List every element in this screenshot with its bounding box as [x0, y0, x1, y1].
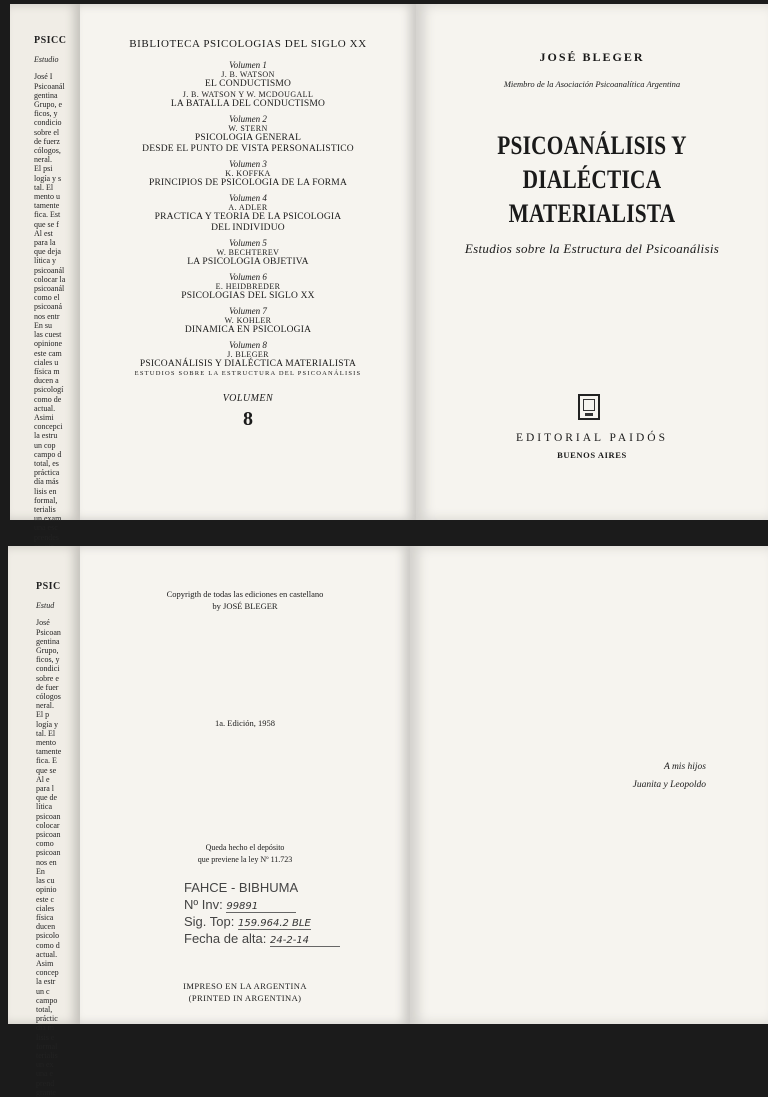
strip-line: un exam — [34, 514, 62, 524]
strip-line: las cuest — [34, 330, 62, 340]
strip-line: actual. — [36, 949, 58, 959]
author-name: JOSÉ BLEGER — [539, 50, 645, 64]
strip-subheading: Estudio — [34, 55, 59, 65]
strip-line: logía y s — [34, 173, 62, 183]
stamp-inv-value: 99891 — [226, 901, 296, 913]
deposit-line1: Queda hecho el depósito — [205, 843, 285, 852]
volume-label: Volumen 6 — [229, 272, 267, 282]
strip-line: lítica — [36, 802, 52, 812]
strip-line: que se f — [34, 219, 59, 229]
strip-line: como de — [34, 394, 62, 404]
stamp-sig-label: Sig. Top: — [184, 914, 235, 929]
strip-line: psicologí — [34, 385, 64, 395]
strip-line: ducen — [36, 922, 56, 932]
strip-line: una esc — [34, 523, 58, 533]
strip-line: como — [36, 839, 54, 849]
strip-line: psicolo — [36, 931, 60, 941]
strip-line: lisis e — [36, 1032, 55, 1042]
strip-line: opinione — [34, 339, 62, 349]
volume-author: W. STERN — [228, 124, 268, 133]
dedication-line1: A mis hijos — [663, 762, 706, 772]
strip-line: Psicoanál — [34, 81, 65, 91]
strip-line: un c — [36, 986, 50, 996]
strip-line: práctic — [36, 1014, 58, 1024]
strip-line: neral. — [36, 701, 54, 711]
strip-line: terialis — [34, 504, 56, 514]
volume-title: LA PSICOLOGIA OBJETIVA — [187, 257, 309, 267]
book-title-line1: PSICOANÁLISIS Y — [497, 131, 687, 160]
strip-line: un ex — [36, 1060, 54, 1070]
strip-line: como el — [34, 293, 60, 303]
strip-line: formal — [36, 1041, 58, 1051]
publisher-logo-icon — [578, 394, 600, 420]
strip-line: cólogos — [36, 692, 61, 702]
publisher-city: BUENOS AIRES — [557, 450, 627, 460]
strip-line: de fuerz — [34, 136, 60, 146]
title-page — [416, 4, 768, 520]
copyright-page — [80, 546, 410, 1024]
strip-line: En — [36, 866, 45, 876]
strip-lines — [36, 618, 80, 1097]
strip-heading: PSICC — [34, 35, 67, 46]
strip-line: la estr — [36, 977, 56, 987]
strip-line: tal. El — [34, 182, 54, 192]
printed-line2: (PRINTED IN ARGENTINA) — [188, 993, 302, 1003]
strip-line: psicoan — [36, 848, 61, 858]
strip-line: fica. Est — [34, 210, 61, 220]
strip-line: lítica y — [34, 256, 56, 266]
strip-line: psicoan — [36, 811, 61, 821]
strip-line: mento u — [34, 192, 60, 202]
volume-label: Volumen 7 — [229, 306, 267, 316]
series-page — [80, 4, 416, 520]
strip-line: de fuer — [36, 682, 59, 692]
strip-line: José I — [34, 72, 53, 82]
strip-line: que deja — [34, 247, 61, 257]
strip-line: prendes — [34, 532, 59, 542]
volume-title: PRINCIPIOS DE PSICOLOGIA DE LA FORMA — [148, 178, 348, 188]
volume-title: PRACTICA Y TEORIA DE LA PSICOLOGIA — [154, 212, 342, 222]
volume-author: E. HEIDBREDER — [215, 282, 281, 291]
strip-line: tal. El — [36, 728, 56, 738]
volume-author: J. B. WATSON — [221, 70, 275, 79]
book-title-line2: DIALÉCTICA MATERIALISTA — [508, 165, 676, 228]
strip-lines — [34, 72, 80, 551]
strip-line: formal, — [34, 495, 58, 505]
volume-title: DESDE EL PUNTO DE VISTA PERSONALISTICO — [142, 144, 354, 154]
volume-author: J. BLEGER — [227, 350, 269, 359]
strip-line: tamente — [34, 201, 60, 211]
library-stamp — [184, 880, 384, 952]
strip-line: Al est — [34, 228, 53, 238]
strip-line: este cam — [34, 348, 62, 358]
strip-line: Asim — [36, 958, 54, 968]
strip-line: gentina — [36, 636, 60, 646]
strip-line: condicio — [34, 118, 62, 128]
strip-line: psicoaná — [34, 302, 62, 312]
series-title: BIBLIOTECA PSICOLOGIAS DEL SIGLO XX — [129, 38, 367, 50]
dedication-page — [410, 546, 768, 1024]
strip-line: ciales u — [34, 357, 59, 367]
strip-line: El psi — [34, 164, 53, 174]
strip-line: campo — [36, 995, 58, 1005]
strip-line: neral. — [34, 155, 52, 165]
volume-title: PSICOLOGIAS DEL SIGLO XX — [181, 291, 315, 301]
volume-label: Volumen 5 — [229, 238, 267, 248]
strip-line: para l — [36, 784, 54, 794]
strip-heading: PSIC — [36, 581, 61, 592]
strip-line: lisis en — [34, 486, 57, 496]
strip-line: la estru — [34, 431, 58, 441]
strip-line: ducen a — [34, 376, 59, 386]
member-note: Miembro de la Asociación Psicoanalítica Argentina — [503, 79, 681, 89]
strip-line: gentina — [34, 90, 58, 100]
strip-line: logía y — [36, 719, 58, 729]
strip-line: El p — [36, 710, 50, 720]
strip-line: ficos, y — [34, 109, 58, 119]
strip-line: Grupo, — [36, 646, 59, 656]
top-left-strip-text — [34, 35, 80, 542]
strip-line: práctica — [34, 468, 60, 478]
strip-line: psicoanál — [34, 265, 65, 275]
volume-title: PSICOANÁLISIS Y DIALÉCTICA MATERIALISTA — [139, 359, 357, 369]
strip-line: día más — [34, 477, 59, 487]
strip-line: que de — [36, 793, 58, 803]
volume-list — [80, 60, 416, 377]
strip-line: colocar — [36, 820, 60, 830]
volume-author: W. KOHLER — [224, 316, 272, 325]
strip-line: psicoanál — [34, 284, 65, 294]
strip-line: Grupo, e — [34, 100, 62, 110]
volume-label: Volumen 2 — [229, 114, 267, 124]
edition-note: 1a. Edición, 1958 — [215, 718, 275, 728]
strip-line: Al e — [36, 774, 50, 784]
stamp-sig-value: 159.964.2 BLE — [237, 918, 311, 929]
volume-title: DINAMICA EN PSICOLOGIA — [184, 325, 312, 335]
strip-line: como d — [36, 940, 60, 950]
volume-label: Volumen 3 — [229, 159, 267, 169]
volume-number: 8 — [243, 408, 253, 430]
strip-line: concep — [36, 968, 59, 978]
strip-line: fica. E — [36, 756, 57, 766]
volume-author: J. B. WATSON Y W. MCDOUGALL — [182, 90, 314, 99]
strip-line: física — [36, 912, 54, 922]
printed-line1: IMPRESO EN LA ARGENTINA — [183, 981, 307, 991]
strip-line: física m — [34, 366, 60, 376]
strip-line: para la — [34, 238, 56, 248]
strip-subheading: Estud — [36, 601, 55, 611]
strip-line: Psicoan — [36, 627, 61, 637]
volume-title: DEL INDIVIDUO — [211, 223, 285, 233]
strip-line: terialis — [36, 1050, 58, 1060]
strip-line: nos entr — [34, 311, 60, 321]
volume-label: Volumen 4 — [229, 193, 267, 203]
publisher-name: EDITORIAL PAIDÓS — [515, 432, 669, 444]
strip-line: este c — [36, 894, 54, 904]
copyright-line2: by JOSÉ BLEGER — [212, 601, 278, 611]
book-subtitle: Estudios sobre la Estructura del Psicoanálisis — [464, 241, 720, 256]
volume-title: EL CONDUCTISMO — [204, 79, 292, 89]
strip-line: actual. — [34, 403, 56, 413]
stamp-inv-label: Nº Inv: — [184, 897, 223, 912]
strip-line: En su — [34, 320, 52, 330]
strip-line: las cu — [36, 876, 55, 886]
strip-line: psicoan — [36, 830, 61, 840]
strip-line: opinio — [36, 885, 57, 895]
volume-author: W. BECHTEREV — [216, 248, 280, 257]
strip-line: total, — [36, 1004, 53, 1014]
strip-line: un cop — [34, 440, 56, 450]
volume-title: PSICOLOGIA GENERAL — [194, 133, 302, 143]
strip-line: colocar la — [34, 274, 66, 284]
strip-line: total, es — [34, 458, 59, 468]
stamp-date-label: Fecha de alta: — [184, 931, 267, 946]
stamp-library-name: FAHCE - BIBHUMA — [184, 880, 299, 895]
strip-line: prend — [36, 1078, 55, 1088]
volume-word: VOLUMEN — [222, 393, 274, 404]
strip-line: cólogos, — [34, 146, 61, 156]
strip-line: sobre e — [36, 673, 59, 683]
strip-line: condici — [36, 664, 60, 674]
volume-label: Volumen 8 — [229, 340, 267, 350]
volume-author: A. ADLER — [228, 203, 268, 212]
deposit-line2: que previene la ley Nº 11.723 — [197, 855, 293, 864]
strip-line: campo d — [34, 449, 62, 459]
strip-line: Asimi — [34, 412, 54, 422]
strip-line: concepci — [34, 422, 63, 432]
strip-line: que se — [36, 765, 57, 775]
strip-line: día m — [36, 1023, 54, 1033]
strip-line: ficos, y — [36, 655, 60, 665]
strip-line: José — [36, 618, 50, 628]
strip-line: sobre el — [34, 127, 60, 137]
dedication-line2: Juanita y Leopoldo — [632, 780, 706, 790]
stamp-date-value: 24-2-14 — [270, 935, 340, 947]
strip-line: nos en — [36, 857, 57, 867]
volume-author: K. KOFFKA — [225, 169, 271, 178]
volume-title: LA BATALLA DEL CONDUCTISMO — [170, 99, 326, 109]
copyright-line1: Copyrigth de todas las ediciones en castellano — [166, 589, 324, 599]
strip-line: una e — [36, 1069, 54, 1079]
strip-line: mento — [36, 738, 56, 748]
volume-subtitle: ESTUDIOS SOBRE LA ESTRUCTURA DEL PSICOANÁLISIS — [134, 370, 362, 377]
bottom-left-strip-text — [36, 581, 80, 1097]
strip-line: tamente — [36, 747, 62, 757]
volume-label: Volumen 1 — [229, 60, 267, 70]
strip-line: ciales — [36, 903, 55, 913]
strip-line: grante — [36, 1087, 56, 1097]
